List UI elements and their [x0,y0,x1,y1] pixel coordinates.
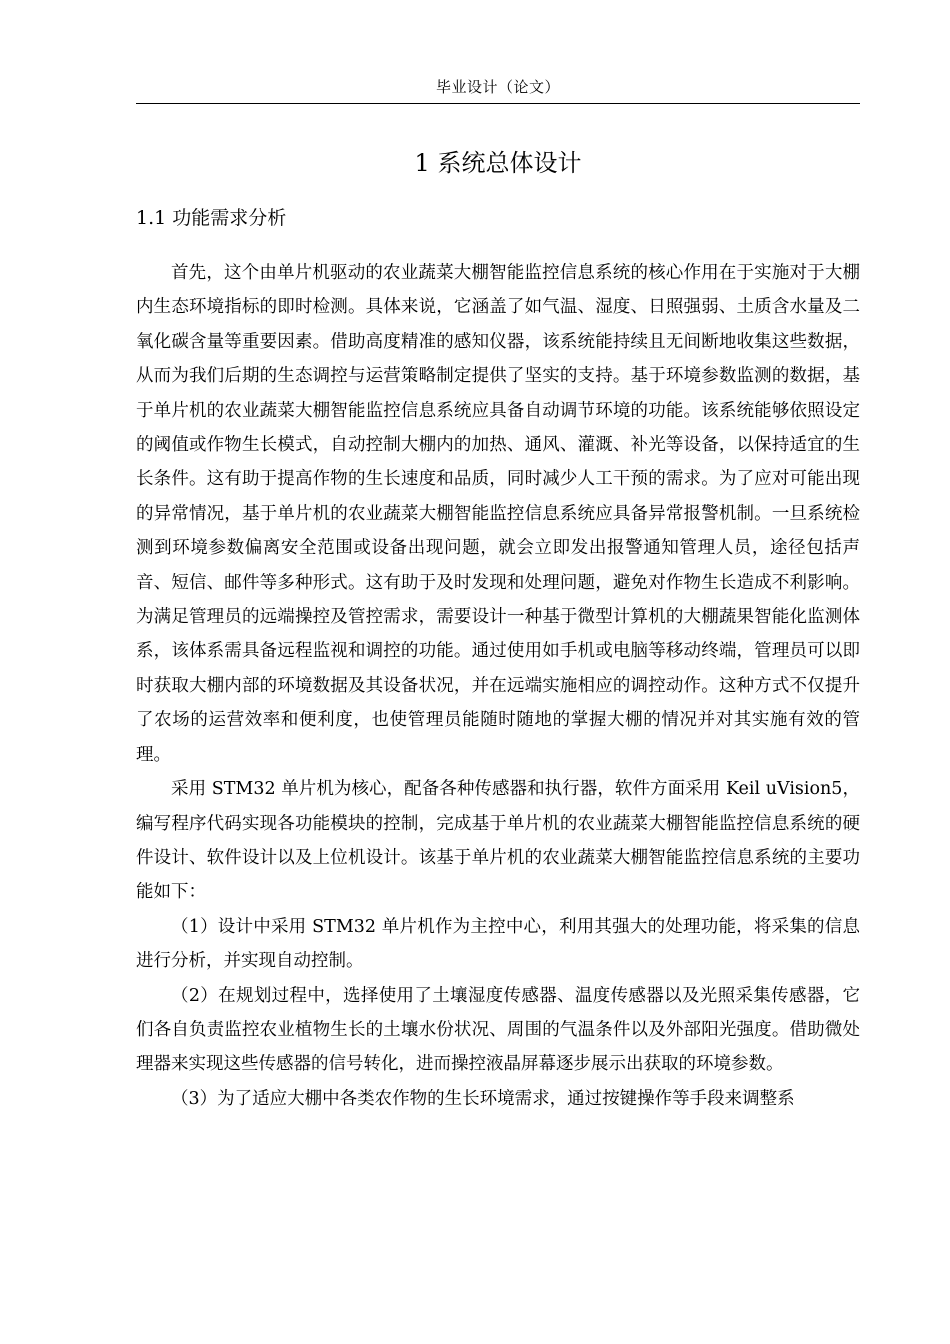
paragraph-item-2: （2）在规划过程中，选择使用了土壤湿度传感器、温度传感器以及光照采集传感器，它们各自负责监控农业植物生长的土壤水份状况、周围的气温条件以及外部阳光强度。借助微处理器来实现这些传感器的信号转化，进而操控液晶屏幕逐步展示出获取的环境参数。 [136,985,860,1075]
paragraph-stm32: 采用 STM32 单片机为核心，配备各种传感器和执行器，软件方面采用 Keil uVision5，编写程序代码实现各功能模块的控制，完成基于单片机的农业蔬菜大棚智能监控信息系统的硬件设计、软件设计以及上位机设计。该基于单片机的农业蔬菜大棚智能监控信息系统的主要功能如下： [136,779,860,903]
header-divider [136,103,860,104]
paragraph-item-3: （3）为了适应大棚中各类农作物的生长环境需求，通过按键操作等手段来调整系 [171,1088,795,1109]
running-header: 毕业设计（论文） [435,78,560,96]
chapter-title: 1 系统总体设计 [414,149,582,177]
section-title: 1.1 功能需求分析 [136,207,287,229]
paragraph-item-1: （1）设计中采用 STM32 单片机作为主控中心，利用其强大的处理功能，将采集的信息进行分析，并实现自动控制。 [136,916,860,972]
paragraph-intro: 首先，这个由单片机驱动的农业蔬菜大棚智能监控信息系统的核心作用在于实施对于大棚内生态环境指标的即时检测。具体来说，它涵盖了如气温、湿度、日照强弱、土质含水量及二氧化碳含量等重要因素。借助高度精准的感知仪器，该系统能持续且无间断地收集这些数据，从而为我们后期的生态调控与运营策略制定提供了坚实的支持。基于环境参数监测的数据，基于单片机的农业蔬菜大棚智能监控信息系统应具备自动调节环境的功能。该系统能够依照设定的阈值或作物生长模式，自动控制大棚内的加热、通风、灌溉、补光等设备，以保持适宜的生长条件。这有助于提高作物的生长速度和品质，同时减少人工干预的需求。为了应对可能出现的异常情况，基于单片机的农业蔬菜大棚智能监控信息系统应具备异常报警机制。一旦系统检测到环境参数偏离安全范围或设备出现问题，就会立即发出报警通知管理人员，途径包括声音、短信、邮件等多种形式。这有助于及时发现和处理问题，避免对作物生长造成不利影响。为满足管理员的远端操控及管控需求，需要设计一种基于微型计算机的大棚蔬果智能化监测体系，该体系需具备远程监视和调控的功能。通过使用如手机或电脑等移动终端，管理员可以即时获取大棚内部的环境数据及其设备状况，并在远端实施相应的调控动作。这种方式不仅提升了农场的运营效率和便利度，也使管理员能随时随地的掌握大棚的情况并对其实施有效的管理。 [136,263,860,765]
body-text [136,256,860,1116]
